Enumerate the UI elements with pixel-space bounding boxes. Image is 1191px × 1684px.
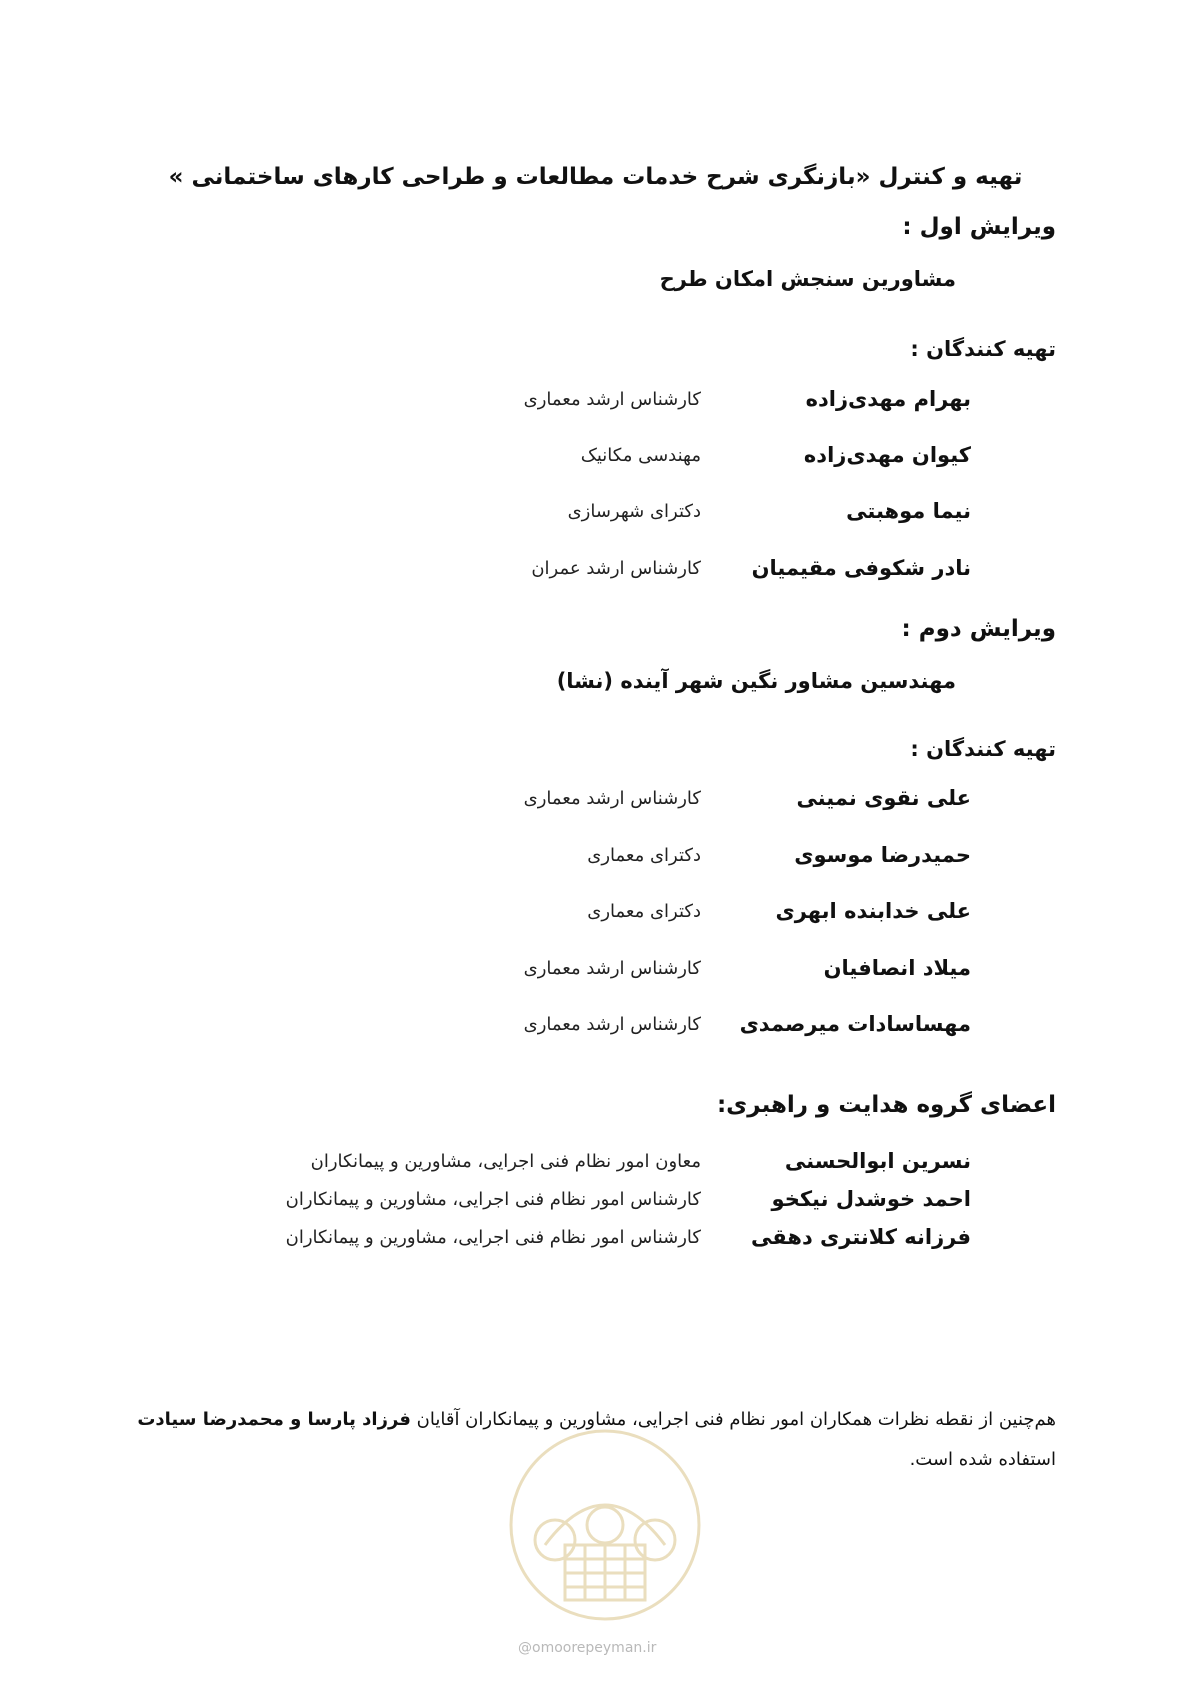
edition1-organization: مشاورین سنجش امکان طرح bbox=[659, 267, 956, 291]
preparer-row bbox=[211, 556, 971, 590]
watermark-url: @omoorepeyman.ir bbox=[518, 1640, 657, 1656]
preparer-row bbox=[211, 786, 971, 820]
preparer-role: کارشناس ارشد معماری bbox=[523, 1014, 701, 1035]
edition2-heading: ویرایش دوم : bbox=[901, 616, 1056, 642]
preparer-name: علی نقوی نمینی bbox=[796, 786, 971, 810]
preparer-name: میلاد انصافیان bbox=[823, 956, 971, 980]
preparer-name: مهساسادات میرصمدی bbox=[739, 1012, 971, 1036]
acknowledgement-paragraph bbox=[136, 1400, 1056, 1480]
edition2-preparers-label: تهیه کنندگان : bbox=[910, 737, 1056, 761]
edition2-organization: مهندسین مشاور نگین شهر آینده (نشا) bbox=[556, 669, 956, 693]
preparer-name: کیوان مهدی‌زاده bbox=[803, 443, 971, 467]
preparer-role: کارشناس ارشد معماری bbox=[523, 788, 701, 809]
acknowledgement-text: هم‌چنین از نقطه نظرات همکاران امور نظام فنی اجرایی، مشاورین و پیمانکاران آقایان bbox=[410, 1409, 1056, 1430]
preparer-row bbox=[211, 387, 971, 421]
preparer-role: دکترای معماری bbox=[587, 845, 701, 866]
preparer-role: مهندسی مکانیک bbox=[580, 445, 701, 466]
member-role: کارشناس امور نظام فنی اجرایی، مشاورین و پیمانکاران bbox=[285, 1189, 701, 1210]
document-title: تهیه و کنترل «بازنگری شرح خدمات مطالعات و طراحی کارهای ساختمانی » bbox=[168, 164, 1023, 190]
member-name: نسرین ابوالحسنی bbox=[784, 1149, 971, 1173]
preparer-role: کارشناس ارشد عمران bbox=[531, 558, 701, 579]
steering-member-row bbox=[211, 1149, 971, 1183]
preparer-role: کارشناس ارشد معماری bbox=[523, 389, 701, 410]
steering-heading: اعضای گروه هدایت و راهبری: bbox=[716, 1092, 1056, 1118]
preparer-row bbox=[211, 843, 971, 877]
preparer-name: نادر شکوفی مقیمیان bbox=[751, 556, 971, 580]
preparer-row bbox=[211, 499, 971, 533]
edition1-heading: ویرایش اول : bbox=[902, 214, 1056, 240]
steering-member-row bbox=[211, 1225, 971, 1259]
member-role: کارشناس امور نظام فنی اجرایی، مشاورین و پیمانکاران bbox=[285, 1227, 701, 1248]
preparer-name: علی خدابنده ابهری bbox=[775, 899, 971, 923]
member-name: فرزانه کلانتری دهقی bbox=[751, 1225, 971, 1249]
edition1-preparers-label: تهیه کنندگان : bbox=[910, 337, 1056, 361]
preparer-name: حمیدرضا موسوی bbox=[794, 843, 971, 867]
preparer-role: دکترای معماری bbox=[587, 901, 701, 922]
preparer-name: بهرام مهدی‌زاده bbox=[805, 387, 971, 411]
member-name: احمد خوشدل نیکخو bbox=[771, 1187, 971, 1211]
steering-member-row bbox=[211, 1187, 971, 1221]
member-role: معاون امور نظام فنی اجرایی، مشاورین و پیمانکاران bbox=[310, 1151, 701, 1172]
preparer-row bbox=[211, 443, 971, 477]
preparer-role: کارشناس ارشد معماری bbox=[523, 958, 701, 979]
preparer-row bbox=[211, 956, 971, 990]
preparer-role: دکترای شهرسازی bbox=[567, 501, 701, 522]
acknowledgement-text-end: استفاده شده است. bbox=[909, 1449, 1056, 1470]
preparer-row bbox=[211, 1012, 971, 1046]
acknowledgement-names: فرزاد پارسا و محمدرضا سیادت bbox=[137, 1409, 411, 1430]
preparer-row bbox=[211, 899, 971, 933]
preparer-name: نیما موهبتی bbox=[846, 499, 971, 523]
